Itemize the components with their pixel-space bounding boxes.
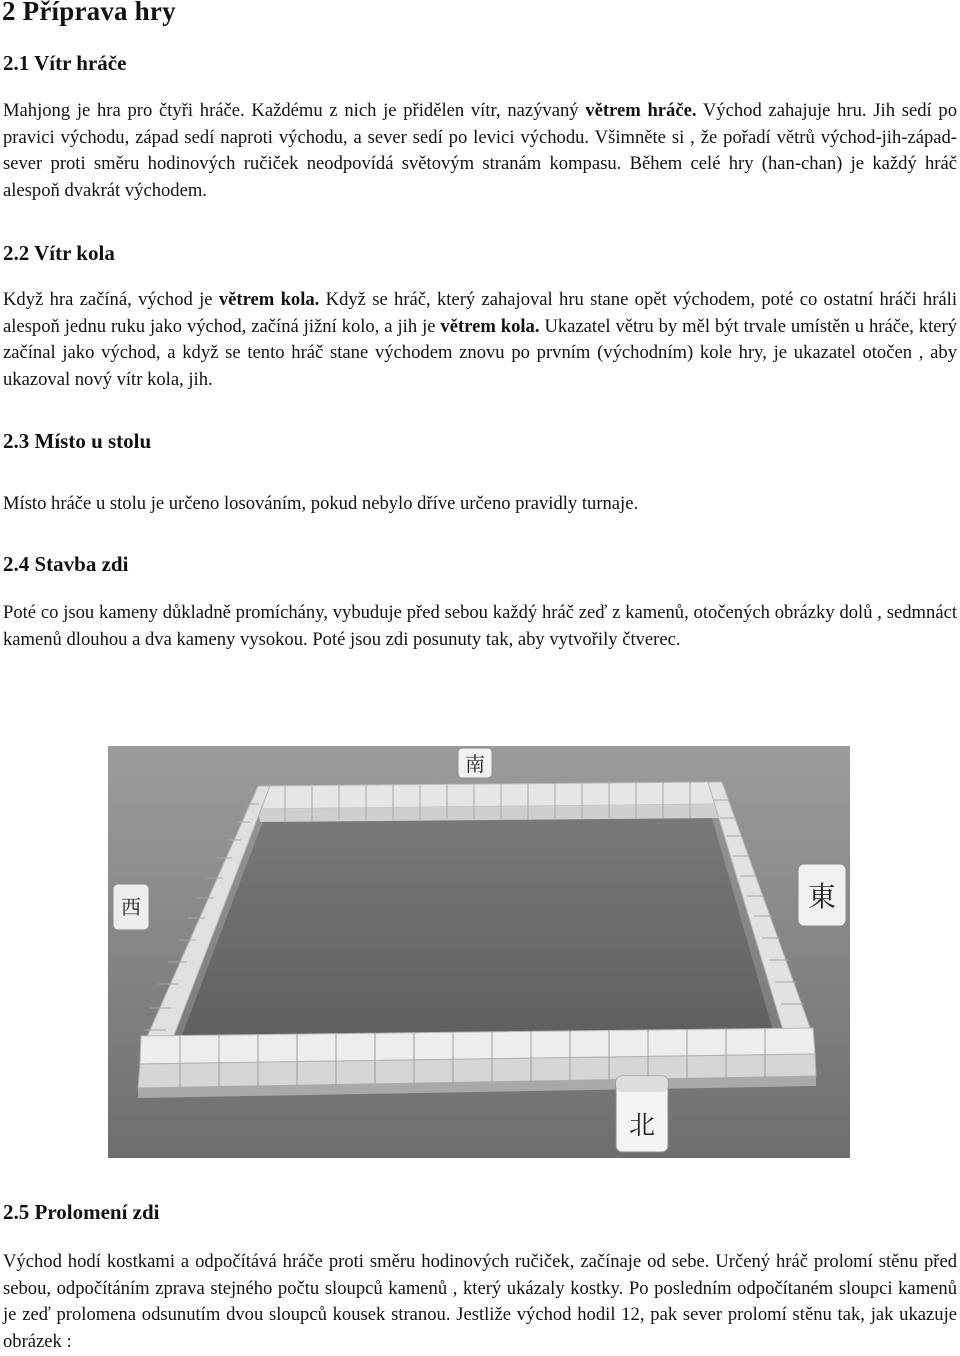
north-wind-tile [616, 1076, 668, 1152]
page-title: 2 Příprava hry [2, 0, 176, 26]
section-paragraph-building-wall [3, 600, 957, 653]
section-heading-wind-of-player: 2.1 Vítr hráče [3, 51, 127, 75]
text-run: Když hra začíná, východ je [3, 289, 219, 310]
south-wind-tile [458, 748, 492, 778]
east-tile-glyph: 東 [807, 880, 837, 913]
section-paragraph-wind-of-player [3, 98, 957, 204]
mahjong-wall-photo [108, 746, 850, 1158]
text-run: Místo hráče u stolu je určeno losováním, pokud nebylo dříve určeno pravidly turnaje. [3, 493, 639, 514]
text-run: Mahjong je hra pro čtyři hráče. Každému z nich je přidělen vítr, nazývaný [3, 100, 586, 121]
section-paragraph-breaking-wall [3, 1249, 957, 1355]
bold-term: větrem hráče. [585, 100, 697, 121]
text-run: Když se hráč, který zahajoval hru stane opět východem, poté co ostatní hráči hráli alespoň jednu ruku jako východ, začíná jižní kolo, a jih je [3, 289, 957, 337]
east-wind-tile [798, 864, 846, 926]
south-tile-glyph: 南 [465, 752, 485, 776]
bold-term: větrem kola. [218, 289, 320, 310]
section-paragraph-table-seat [3, 491, 957, 518]
section-heading-table-seat: 2.3 Místo u stolu [3, 429, 152, 453]
text-run: Východ hodí kostkami a odpočítává hráče proti směru hodinových ručiček, začínaje od sebe. Určený hráč prolomí stěnu před sebou, odpočítáním zprava stejného počtu sloupců kamenů , který ukázaly kostky. Po posledním odpočítaném sloupci kamenů je zeď prolomena odsunutím dvou sloupců kousek stranou. Jestliže východ hodil 12, pak sever prolomí stěnu tak, jak ukazuje obrázek : [3, 1251, 957, 1352]
west-tile-glyph: 西 [121, 895, 141, 919]
text-run: Poté co jsou kameny důkladně promíchány, vybuduje před sebou každý hráč zeď z kamenů, otočených obrázky dolů , sedmnáct kamenů dlouhou a dva kameny vysokou. Poté jsou zdi posunuty tak, aby vytvořily čtverec. [3, 602, 957, 650]
west-wind-tile [113, 884, 149, 930]
text-run: Východ zahajuje hru. Jih sedí po pravici východu, západ sedí naproti východu, a sever sedí po levici východu. Všimněte si , že pořadí větrů východ-jih-západ-sever proti směru hodinových ručiček neodpovídá světovým stranám kompasu. Během celé hry (han-chan) je každý hráč alespoň dvakrát východem. [3, 100, 957, 201]
north-tile-glyph: 北 [628, 1111, 656, 1141]
section-heading-breaking-wall: 2.5 Prolomení zdi [3, 1200, 160, 1224]
section-heading-wind-of-round: 2.2 Vítr kola [3, 241, 115, 265]
section-paragraph-wind-of-round [3, 287, 957, 393]
bold-term: větrem kola. [440, 315, 540, 337]
section-heading-building-wall: 2.4 Stavba zdi [3, 552, 129, 576]
text-run: Ukazatel větru by měl být trvale umístěn u hráče, který začínal jako východ, a když se tento hráč stane východem znovu po prvním (východním) kole hry, je ukazatel otočen , aby ukazoval nový vítr kola, jih. [3, 315, 957, 390]
